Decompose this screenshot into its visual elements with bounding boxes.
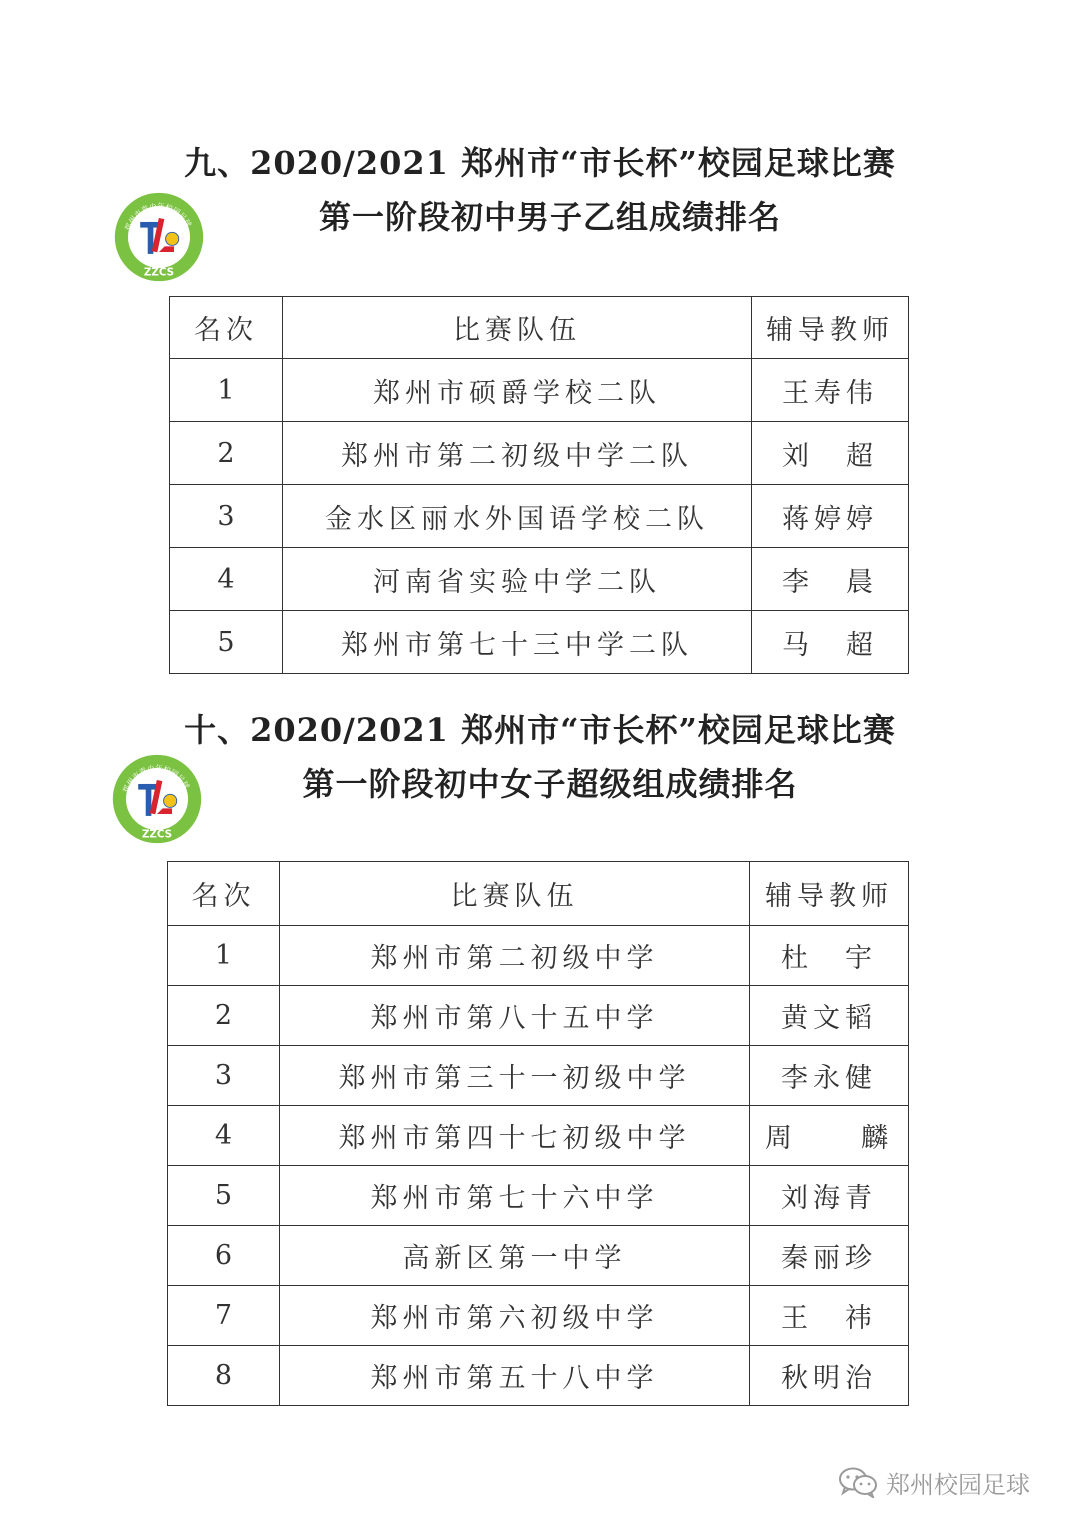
section-1-title-line1: 九、2020/2021 郑州市“市长杯”校园足球比赛 <box>184 144 896 182</box>
rank-cell: 1 <box>168 926 280 986</box>
section-2-title-line2: 第一阶段初中女子超级组成绩排名 <box>302 765 798 803</box>
logo-text: ZZCS <box>143 266 175 279</box>
coach-cell: 杜 宇 <box>750 926 909 986</box>
table-row <box>168 926 909 986</box>
logo-ring-text: 郑州市青少年校园足球 <box>123 201 194 233</box>
rank-cell: 2 <box>170 422 283 485</box>
team-cell: 河南省实验中学二队 <box>283 548 752 611</box>
table-row <box>168 1166 909 1226</box>
table-row <box>168 1346 909 1406</box>
table-row <box>168 1286 909 1346</box>
watermark-text: 郑州校园足球 <box>886 1470 1030 1499</box>
coach-cell: 马 超 <box>752 611 909 674</box>
table-row <box>168 1046 909 1106</box>
table-row <box>170 611 909 674</box>
rank-cell: 2 <box>168 986 280 1046</box>
header-team: 比赛队伍 <box>283 297 752 359</box>
rank-cell: 1 <box>170 359 283 422</box>
team-cell: 郑州市第七十六中学 <box>280 1166 750 1226</box>
team-cell: 郑州市第三十一初级中学 <box>280 1046 750 1106</box>
header-rank: 名次 <box>170 297 283 359</box>
table-row <box>170 359 909 422</box>
table-row <box>168 986 909 1046</box>
section-1-title-line2: 第一阶段初中男子乙组成绩排名 <box>318 198 781 236</box>
coach-cell: 秋明治 <box>750 1346 909 1406</box>
team-cell: 郑州市第七十三中学二队 <box>283 611 752 674</box>
rank-cell: 4 <box>168 1106 280 1166</box>
table-row <box>170 548 909 611</box>
watermark <box>838 1462 1030 1502</box>
header-rank: 名次 <box>168 862 280 926</box>
table-header-row <box>168 862 909 926</box>
ranking-table-2 <box>167 861 909 1406</box>
rank-cell: 4 <box>170 548 283 611</box>
coach-cell: 刘海青 <box>750 1166 909 1226</box>
table-row <box>170 422 909 485</box>
table-row <box>168 1106 909 1166</box>
coach-cell: 李 晨 <box>752 548 909 611</box>
rank-cell: 3 <box>170 485 283 548</box>
table-row <box>170 485 909 548</box>
coach-cell: 蒋婷婷 <box>752 485 909 548</box>
table-row <box>168 1226 909 1286</box>
team-cell: 郑州市第二初级中学 <box>280 926 750 986</box>
ranking-table-1 <box>169 296 909 674</box>
rank-cell: 5 <box>170 611 283 674</box>
header-coach: 辅导教师 <box>750 862 909 926</box>
wechat-icon <box>838 1466 878 1498</box>
team-cell: 郑州市第四十七初级中学 <box>280 1106 750 1166</box>
coach-cell: 王寿伟 <box>752 359 909 422</box>
coach-cell: 刘 超 <box>752 422 909 485</box>
coach-cell: 黄文韬 <box>750 986 909 1046</box>
table-header-row <box>170 297 909 359</box>
header-team: 比赛队伍 <box>280 862 750 926</box>
rank-cell: 8 <box>168 1346 280 1406</box>
section-2-title-line1: 十、2020/2021 郑州市“市长杯”校园足球比赛 <box>184 711 896 749</box>
zzcs-logo-icon <box>112 190 206 284</box>
team-cell: 郑州市硕爵学校二队 <box>283 359 752 422</box>
logo-text: ZZCS <box>141 828 173 841</box>
team-cell: 郑州市第八十五中学 <box>280 986 750 1046</box>
team-cell: 郑州市第六初级中学 <box>280 1286 750 1346</box>
rank-cell: 7 <box>168 1286 280 1346</box>
coach-cell: 秦丽珍 <box>750 1226 909 1286</box>
rank-cell: 3 <box>168 1046 280 1106</box>
team-cell: 郑州市第二初级中学二队 <box>283 422 752 485</box>
zzcs-logo-icon <box>110 752 204 846</box>
team-cell: 郑州市第五十八中学 <box>280 1346 750 1406</box>
rank-cell: 5 <box>168 1166 280 1226</box>
header-coach: 辅导教师 <box>752 297 909 359</box>
rank-cell: 6 <box>168 1226 280 1286</box>
coach-cell: 周 麟 <box>750 1106 909 1166</box>
team-cell: 金水区丽水外国语学校二队 <box>283 485 752 548</box>
logo-ring-text: 郑州市青少年校园足球 <box>121 763 192 795</box>
team-cell: 高新区第一中学 <box>280 1226 750 1286</box>
coach-cell: 李永健 <box>750 1046 909 1106</box>
coach-cell: 王 祎 <box>750 1286 909 1346</box>
